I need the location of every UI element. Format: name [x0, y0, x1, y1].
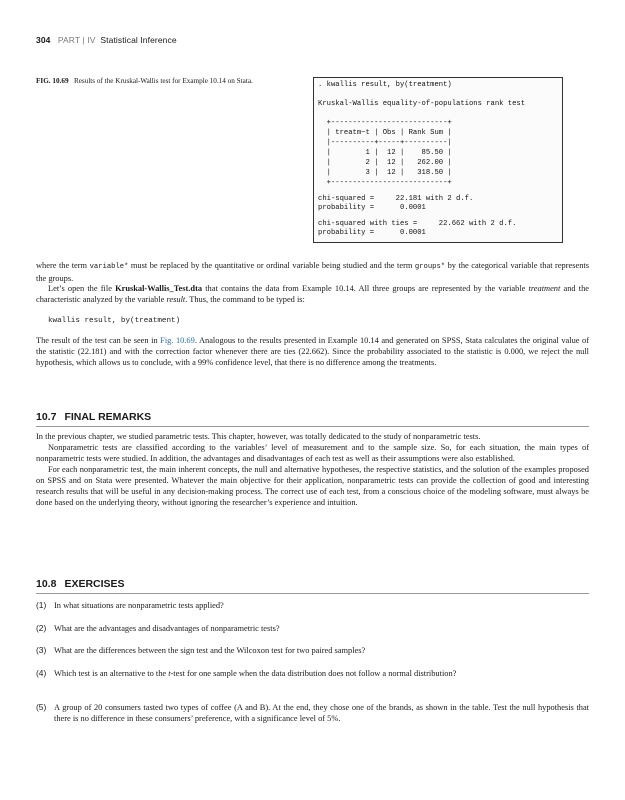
text-run: Let’s open the file: [48, 284, 116, 293]
text-run: Which test is an alternative to the: [54, 669, 169, 678]
figure-reference-link[interactable]: Fig. 10.69: [160, 336, 195, 345]
stata-output-box: [313, 77, 563, 243]
text-run: and the characteristic analyzed by the variable: [36, 284, 589, 304]
figure-caption: [36, 76, 306, 86]
final-remarks-p2: Nonparametric tests are classified according to the variables’ level of measurement and to the sample size. So, for each situation, the main types of nonparametric tests were studied. In addition, the advantages and disadvantages of each test as well as their assumptions were also established.: [36, 443, 589, 463]
figure-caption-text: Results of the Kruskal-Wallis test for Example 10.14 on Stata.: [73, 77, 253, 85]
section-heading-exercises: [36, 578, 125, 590]
exercise-item: [36, 645, 589, 656]
stata-line: +---------------------------+: [318, 119, 452, 127]
text-run-italic: t: [168, 669, 171, 678]
stata-line: | 3 | 12 | 318.50 |: [318, 169, 452, 177]
code-variable: variable*: [89, 263, 129, 271]
exercise-text: A group of 20 consumers tasted two types of coffee (A and B). At the end, they chose one of the brands, as shown in the table. Test the null hypothesis that there is no difference in these consumers’ preference, with a significance level of 5%.: [54, 703, 589, 723]
stata-line: probability = 0.0001: [318, 229, 426, 237]
section-rule: [36, 593, 589, 594]
variable-treatment: treatment: [528, 284, 561, 293]
running-title: Statistical Inference: [100, 35, 177, 45]
stata-line: . kwallis result, by(treatment): [318, 81, 452, 89]
paragraph-variables: [36, 260, 589, 284]
exercise-text: What are the advantages and disadvantages of nonparametric tests?: [54, 624, 280, 633]
section-heading-final-remarks: [36, 411, 151, 423]
text-run: by the categorical variable that represents the groups.: [36, 261, 589, 283]
text-run: that contains the data from Example 10.14. All three groups are represented by the variable: [202, 284, 529, 293]
stata-line: chi-squared = 22.181 with 2 d.f.: [318, 195, 474, 203]
stata-line: | treatm~t | Obs | Rank Sum |: [318, 129, 452, 137]
exercise-number: (4): [36, 668, 47, 678]
exercise-item: [36, 600, 589, 611]
exercise-item: [36, 668, 589, 679]
paragraph-results: [36, 335, 589, 368]
stata-line: +---------------------------+: [318, 179, 452, 187]
exercise-item: [36, 702, 589, 724]
command-line: kwallis result, by(treatment): [48, 317, 181, 325]
running-head: [36, 35, 177, 45]
stata-line: | 2 | 12 | 262.00 |: [318, 159, 452, 167]
exercise-text: In what situations are nonparametric tests applied?: [54, 601, 224, 610]
stata-line: Kruskal-Wallis equality-of-populations rank test: [318, 100, 526, 108]
stata-line: probability = 0.0001: [318, 204, 426, 212]
final-remarks-p3: For each nonparametric test, the main inherent concepts, the null and alternative hypotheses, the respective statistics, and the solution of the examples proposed on SPSS and on Stata were presented. Whatever the main objective for their application, nonparametric tests can provide the collection of good and interesting research results that will be useful in any decision-making process. The correct use of each test, from a conscious choice of the modeling software, must always be done based on the underlying theory, without ignoring the researcher’s experience and intuition.: [36, 465, 589, 507]
stata-line: |----------+-----+----------|: [318, 139, 452, 147]
section-rule: [36, 426, 589, 427]
exercise-number: (5): [36, 702, 47, 712]
exercise-item: [36, 623, 589, 634]
text-run: . Analogous to the results presented in Example 10.14 and generated on SPSS, Stata calculates the original value of the statistic (22.181) and with the correction factor whenever there are ties (22.662). Since the probability associated to the statistic is 0.000, we reject the null hypothesis, which allows us to conclude, with a 99% confidence level, that there is no difference among the treatments.: [36, 336, 589, 367]
section-number: 10.8: [36, 578, 57, 590]
final-remarks-p1: In the previous chapter, we studied parametric tests. This chapter, however, was totally dedicated to the study of nonparametric tests.: [36, 432, 481, 441]
text-run: must be replaced by the quantitative or ordinal variable being studied and the term: [128, 261, 415, 270]
stata-line: chi-squared with ties = 22.662 with 2 d.f.: [318, 220, 517, 228]
file-name: Kruskal-Wallis_Test.dta: [115, 284, 203, 293]
text-run: The result of the test can be seen in: [36, 336, 161, 345]
exercise-number: (2): [36, 623, 47, 633]
text-run: . Thus, the command to be typed is:: [185, 295, 305, 304]
exercise-number: (1): [36, 600, 47, 610]
figure-label: FIG. 10.69: [36, 77, 69, 85]
exercise-number: (3): [36, 645, 47, 655]
section-title: EXERCISES: [64, 578, 125, 590]
part-label: PART | IV: [57, 35, 96, 45]
stata-line: | 1 | 12 | 85.50 |: [318, 149, 452, 157]
section-title: FINAL REMARKS: [64, 411, 152, 423]
text-run: where the term: [36, 261, 90, 270]
final-remarks-text: [36, 431, 589, 508]
section-number: 10.7: [36, 411, 57, 423]
exercise-text: What are the differences between the sign test and the Wilcoxon test for two paired samples?: [54, 646, 366, 655]
code-groups: groups*: [414, 263, 446, 271]
variable-result: result: [166, 295, 186, 304]
page-number: 304: [36, 35, 51, 45]
paragraph-open-file: [36, 283, 589, 305]
text-run: -test for one sample when the data distribution does not follow a normal distribution?: [170, 669, 457, 678]
exercise-text: [54, 668, 589, 679]
